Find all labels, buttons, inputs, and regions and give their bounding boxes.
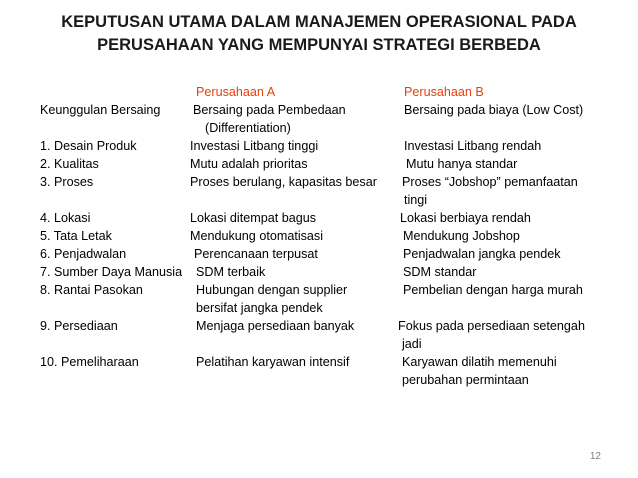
cell-b: Lokasi berbiaya rendah (400, 211, 531, 225)
cell-b: Mutu hanya standar (406, 157, 518, 171)
cell-a: Bersaing pada Pembedaan (193, 103, 346, 117)
table-row-continuation (0, 335, 638, 353)
row-label: 4. Lokasi (40, 211, 91, 225)
row-label: 8. Rantai Pasokan (40, 283, 143, 297)
cell-a: Pelatihan karyawan intensif (196, 355, 350, 369)
page-number: 12 (589, 451, 601, 462)
table-row (0, 245, 638, 263)
title-line-1: KEPUTUSAN UTAMA DALAM MANAJEMEN OPERASIONAL PADA (61, 13, 577, 31)
row-label: 7. Sumber Daya Manusia (40, 265, 183, 279)
table-row (0, 227, 638, 245)
cell-b: Karyawan dilatih memenuhi (402, 355, 557, 369)
title-line-2: PERUSAHAAN YANG MEMPUNYAI STRATEGI BERBEDA (97, 36, 541, 54)
cell-a-continuation: bersifat jangka pendek (196, 301, 323, 315)
slide-title (20, 11, 618, 57)
row-label: 9. Persediaan (40, 319, 118, 333)
table-row-continuation (0, 371, 638, 389)
table-row-continuation (0, 299, 638, 317)
row-label: Keunggulan Bersaing (40, 103, 161, 117)
column-header-b: Perusahaan B (404, 85, 484, 99)
table-row (0, 317, 638, 335)
cell-a: Menjaga persediaan banyak (196, 319, 355, 333)
row-label: 3. Proses (40, 175, 94, 189)
table-row (0, 173, 638, 191)
table-row (0, 353, 638, 371)
cell-a-continuation: (Differentiation) (205, 121, 291, 135)
row-label: 5. Tata Letak (40, 229, 112, 243)
row-label: 1. Desain Produk (40, 139, 137, 153)
cell-b: Investasi Litbang rendah (404, 139, 542, 153)
row-label: 10. Pemeliharaan (40, 355, 139, 369)
column-header-a: Perusahaan A (196, 85, 276, 99)
cell-a: Hubungan dengan supplier (196, 283, 348, 297)
column-header-row (0, 83, 638, 101)
cell-b: SDM standar (403, 265, 477, 279)
cell-b-continuation: perubahan permintaan (402, 373, 529, 387)
cell-a: Perencanaan terpusat (194, 247, 318, 261)
cell-b: Penjadwalan jangka pendek (403, 247, 561, 261)
cell-b-continuation: jadi (402, 337, 422, 351)
table-row (0, 137, 638, 155)
cell-a: Mutu adalah prioritas (190, 157, 308, 171)
cell-b: Proses “Jobshop” pemanfaatan (402, 175, 578, 189)
table-row (0, 155, 638, 173)
cell-a: SDM terbaik (196, 265, 266, 279)
row-label: 2. Kualitas (40, 157, 99, 171)
cell-b: Pembelian dengan harga murah (403, 283, 583, 297)
row-label: 6. Penjadwalan (40, 247, 127, 261)
cell-b-continuation: tingi (404, 193, 428, 207)
cell-b: Fokus pada persediaan setengah (398, 319, 585, 333)
table-row-continuation (0, 119, 638, 137)
cell-a: Proses berulang, kapasitas besar (190, 175, 377, 189)
cell-a: Mendukung otomatisasi (190, 229, 324, 243)
cell-b: Bersaing pada biaya (Low Cost) (404, 103, 584, 117)
cell-a: Lokasi ditempat bagus (190, 211, 317, 225)
table-row (0, 263, 638, 281)
table-row (0, 101, 638, 119)
table-row (0, 281, 638, 299)
table-row (0, 209, 638, 227)
cell-a: Investasi Litbang tinggi (190, 139, 319, 153)
table-row-continuation (0, 191, 638, 209)
cell-b: Mendukung Jobshop (403, 229, 520, 243)
